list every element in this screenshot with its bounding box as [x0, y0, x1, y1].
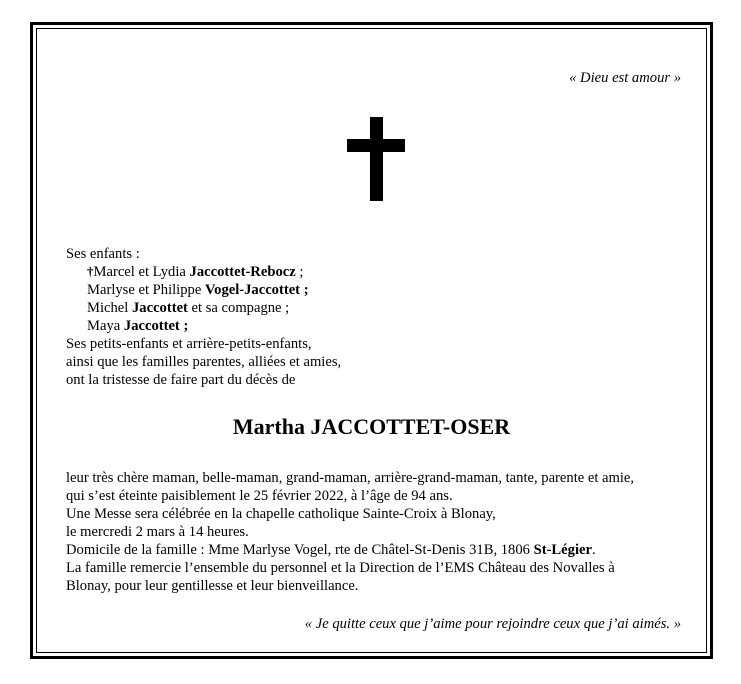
child-line-4: Maya Jaccottet ;: [87, 318, 189, 334]
families-line: ainsi que les familles parentes, alliées et amies,: [66, 354, 342, 370]
deceased-name: Martha JACCOTTET-OSER: [232, 414, 511, 439]
body-line-4: le mercredi 2 mars à 14 heures.: [66, 524, 249, 540]
child-line-1: †Marcel et Lydia Jaccottet-Rebocz ;: [87, 264, 304, 280]
announce-line: ont la tristesse de faire part du décès de: [66, 372, 296, 388]
body-line-5: Domicile de la famille : Mme Marlyse Vogel, rte de Châtel-St-Denis 31B, 1806 St-Légier.: [66, 542, 596, 558]
body-line-3: Une Messe sera célébrée en la chapelle catholique Sainte-Croix à Blonay,: [66, 506, 496, 522]
body-line-7: Blonay, pour leur gentillesse et leur bienveillance.: [66, 578, 359, 594]
inner-border: [36, 28, 707, 653]
family-intro: Ses enfants :: [66, 246, 140, 262]
body-line-6: La famille remercie l’ensemble du personnel et la Direction de l’EMS Château des Novalles à: [66, 560, 615, 576]
family-list: [66, 245, 341, 389]
body-line-1: leur très chère maman, belle-maman, grand-maman, arrière-grand-maman, tante, parente et amie,: [66, 470, 635, 486]
child-line-2: Marlyse et Philippe Vogel-Jaccottet ;: [87, 282, 309, 298]
quote-top: « Dieu est amour »: [569, 70, 681, 86]
announcement-body: [66, 469, 634, 595]
cross-icon: [347, 117, 405, 201]
border-frame: [30, 22, 713, 659]
grandchildren-line: Ses petits-enfants et arrière-petits-enfants,: [66, 336, 312, 352]
body-line-2: qui s’est éteinte paisiblement le 25 février 2022, à l’âge de 94 ans.: [66, 488, 453, 504]
child-line-3: Michel Jaccottet et sa compagne ;: [87, 300, 290, 316]
quote-bottom: « Je quitte ceux que j’aime pour rejoindre ceux que j’ai aimés. »: [304, 616, 681, 632]
deceased-cross-icon: †: [87, 264, 94, 279]
